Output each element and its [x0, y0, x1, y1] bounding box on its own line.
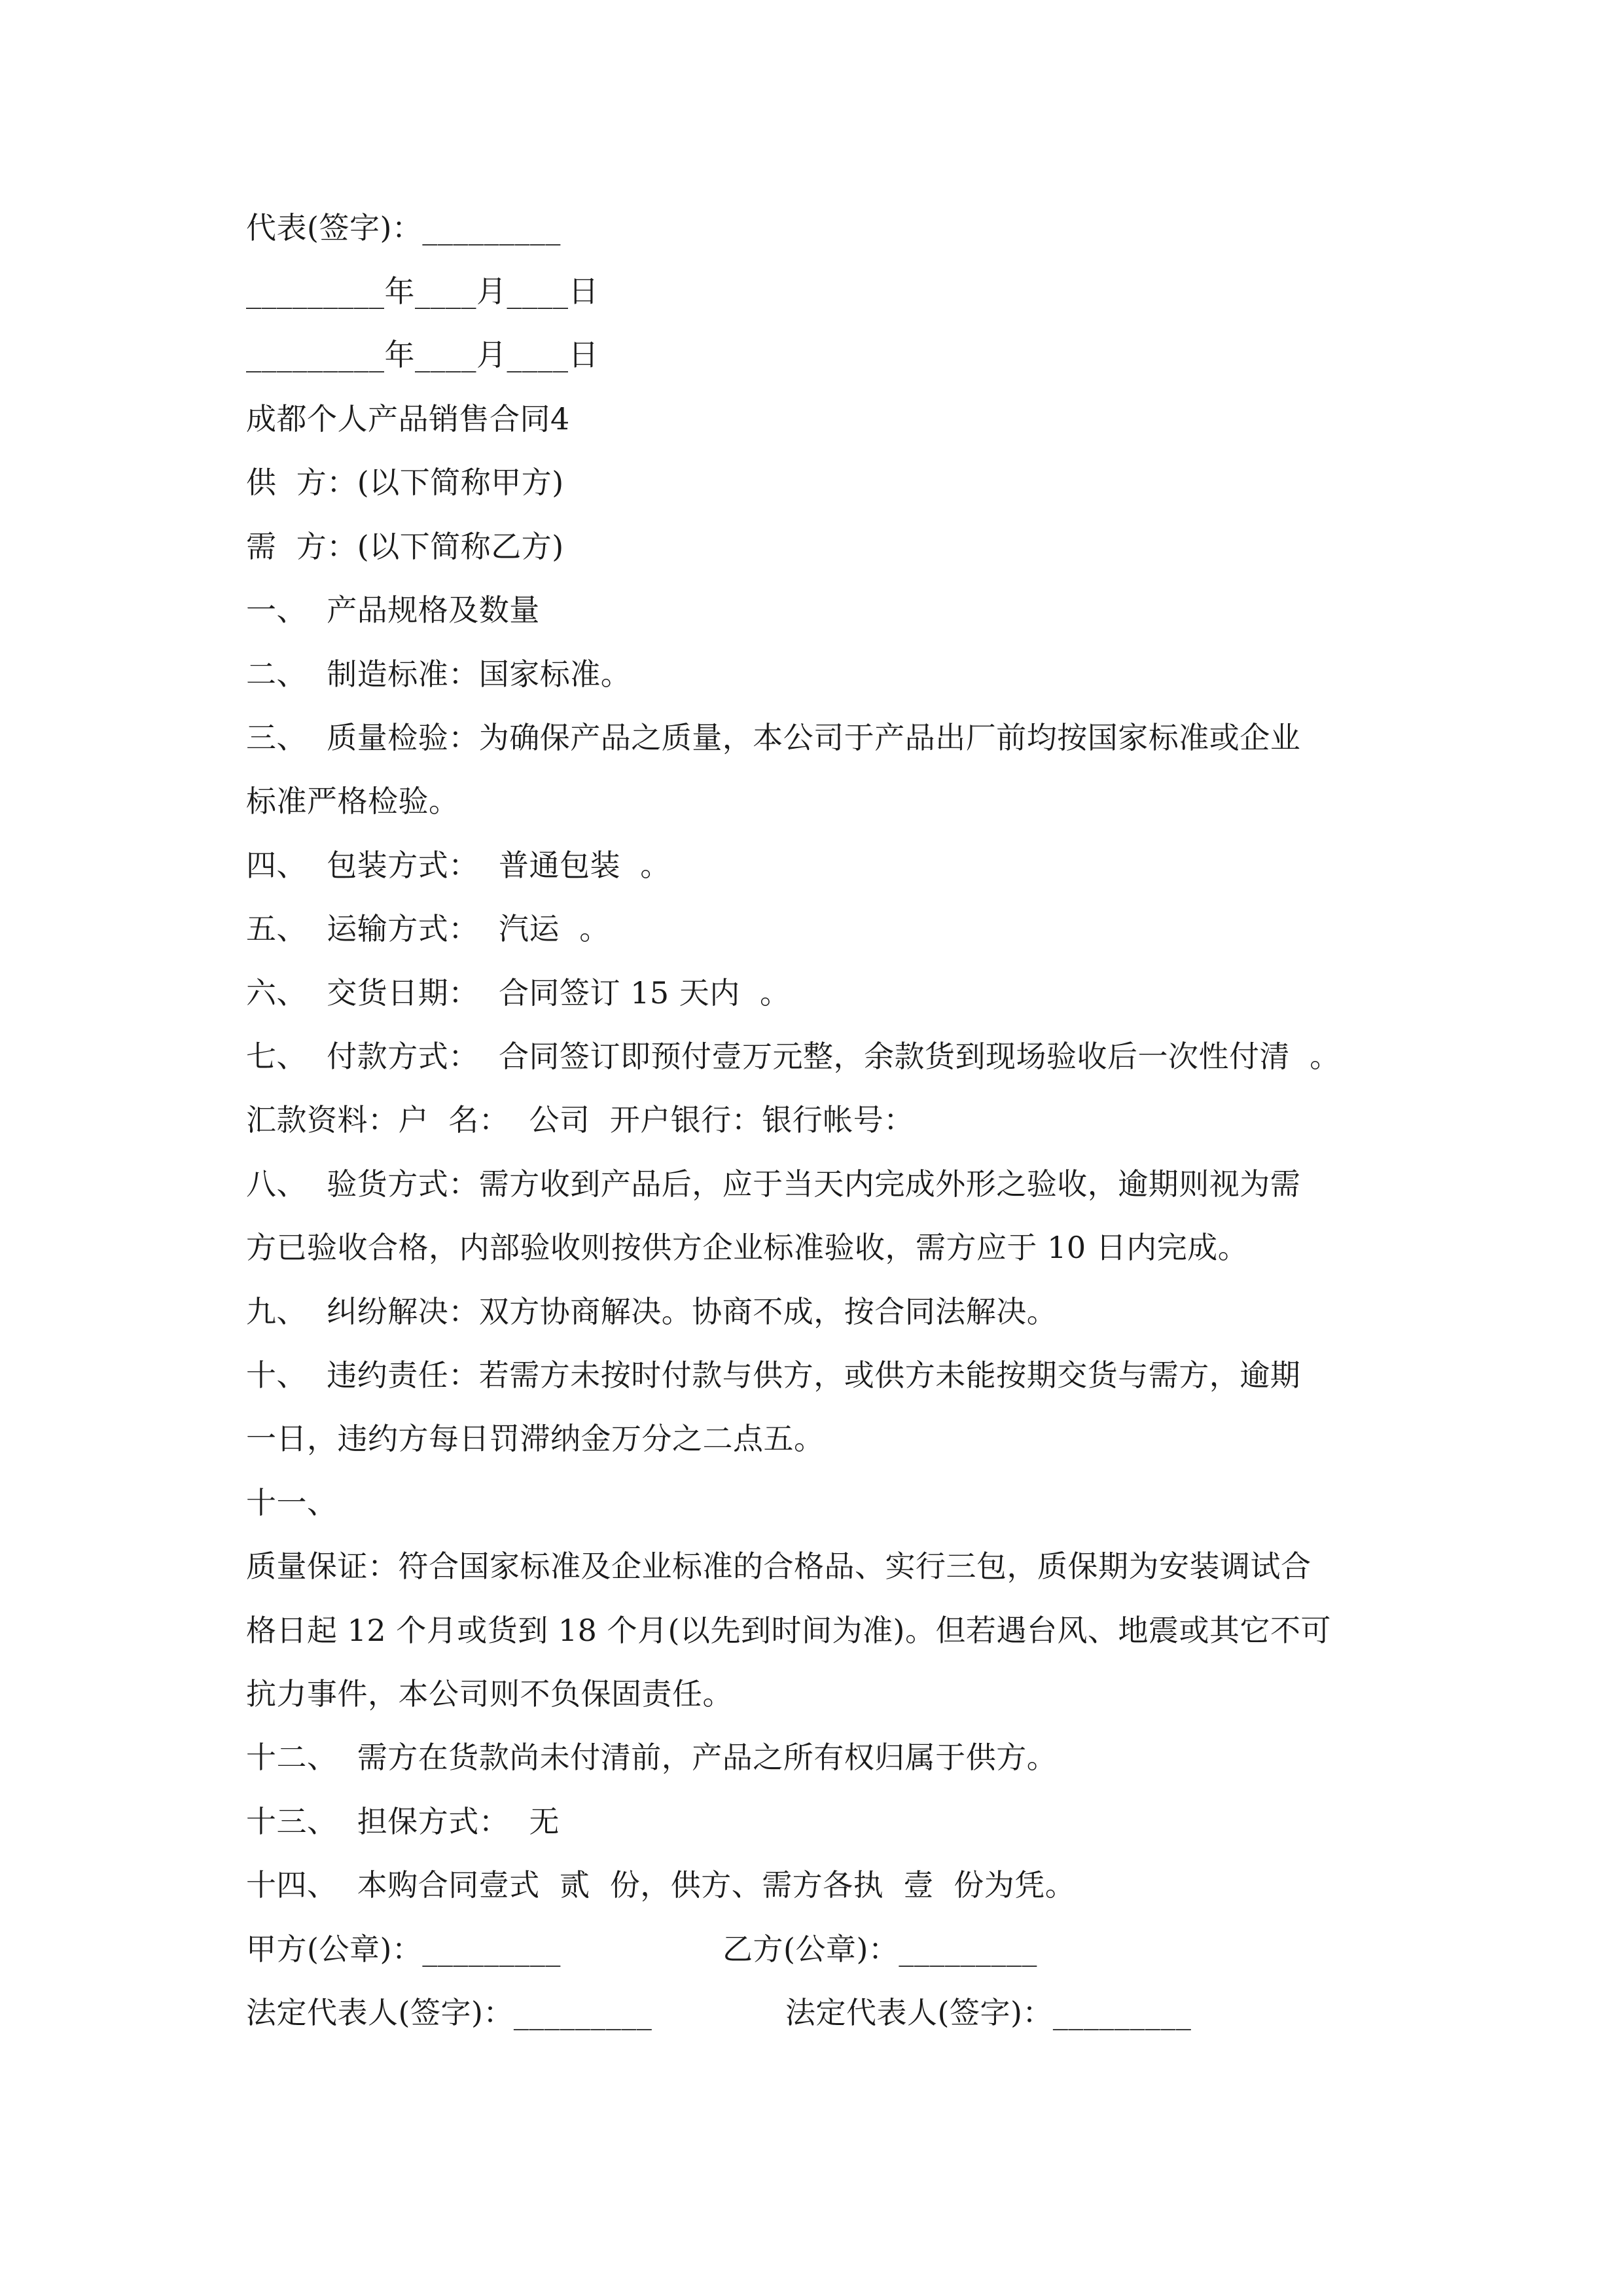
contract-title: 成都个人产品销售合同4 — [246, 401, 570, 437]
party-a-seal-line: 甲方(公章)：_________ — [246, 1931, 561, 1967]
clause-8-continued: 方已验收合格，内部验收则按供方企业标准验收，需方应于 10 日内完成。 — [246, 1230, 1249, 1265]
clause-6: 六、 交货日期： 合同签订 15 天内 。 — [246, 975, 791, 1011]
clause-13: 十三、 担保方式： 无 — [246, 1804, 560, 1839]
clause-11-continued: 格日起 12 个月或货到 18 个月(以先到时间为准)。但若遇台风、地震或其它不可 — [246, 1613, 1331, 1648]
clause-8: 八、 验货方式：需方收到产品后，应于当天内完成外形之验收，逾期则视为需 — [246, 1166, 1301, 1202]
clause-11: 质量保证：符合国家标准及企业标准的合格品、实行三包，质保期为安装调试合 — [246, 1549, 1311, 1584]
remittance-info: 汇款资料：户 名： 公司 开户银行：银行帐号： — [246, 1102, 914, 1138]
clause-10: 十、 违约责任：若需方未按时付款与供方，或供方未能按期交货与需方，逾期 — [246, 1357, 1301, 1393]
clause-7: 七、 付款方式： 合同签订即预付壹万元整，余款货到现场验收后一次性付清 。 — [246, 1039, 1340, 1074]
clause-5: 五、 运输方式： 汽运 。 — [246, 911, 610, 946]
clause-4: 四、 包装方式： 普通包装 。 — [246, 848, 671, 883]
party-b-representative-line: 法定代表人(签字)：_________ — [785, 1995, 1192, 2030]
party-b-seal-line: 乙方(公章)：_________ — [722, 1931, 1037, 1967]
clause-9: 九、 纠纷解决：双方协商解决。协商不成，按合同法解决。 — [246, 1294, 1058, 1329]
clause-2: 二、 制造标准：国家标准。 — [246, 656, 632, 692]
clause-12: 十二、 需方在货款尚未付清前，产品之所有权归属于供方。 — [246, 1740, 1058, 1775]
buyer-line: 需 方：(以下简称乙方) — [246, 529, 564, 564]
clause-3-continued: 标准严格检验。 — [246, 783, 459, 819]
clause-10-continued: 一日，违约方每日罚滞纳金万分之二点五。 — [246, 1421, 825, 1456]
date-line: _________年____月____日 — [246, 337, 599, 372]
clause-1: 一、 产品规格及数量 — [246, 592, 540, 628]
clause-11-heading: 十一、 — [246, 1485, 338, 1520]
party-a-representative-line: 法定代表人(签字)：_________ — [246, 1995, 652, 2030]
representative-signature-line: 代表(签字)：_________ — [246, 210, 561, 245]
clause-11-continued: 抗力事件，本公司则不负保固责任。 — [246, 1676, 733, 1712]
date-line: _________年____月____日 — [246, 274, 599, 309]
clause-3: 三、 质量检验：为确保产品之质量，本公司于产品出厂前均按国家标准或企业 — [246, 720, 1301, 755]
clause-14: 十四、 本购合同壹式 贰 份，供方、需方各执 壹 份为凭。 — [246, 1867, 1076, 1903]
supplier-line: 供 方：(以下简称甲方) — [246, 465, 564, 500]
